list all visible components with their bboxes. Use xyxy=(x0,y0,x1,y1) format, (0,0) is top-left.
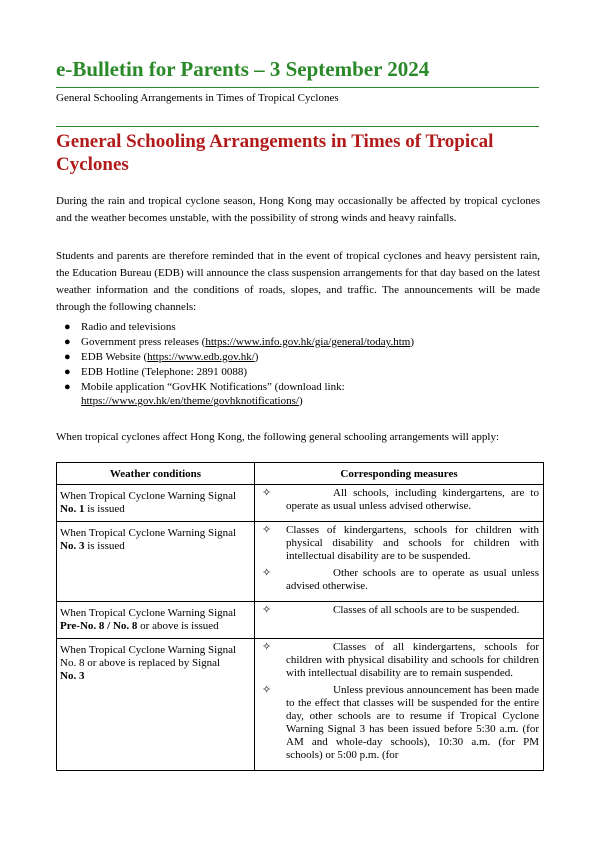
condition-text: When Tropical Cyclone Warning Signal xyxy=(60,490,237,502)
bullet-icon: ● xyxy=(64,351,71,363)
condition-text: When Tropical Cyclone Warning Signal xyxy=(60,527,237,539)
govhk-app-link[interactable]: https://www.gov.hk/en/theme/govhknotifications/ xyxy=(81,395,299,407)
channel-list xyxy=(56,320,540,409)
bullet-icon: ● xyxy=(64,321,71,333)
list-item xyxy=(56,380,540,408)
weather-condition xyxy=(57,602,255,639)
signal-number: No. 1 xyxy=(60,503,85,515)
list-item xyxy=(56,365,540,379)
column-header: Corresponding measures xyxy=(255,463,544,485)
signal-number: Pre-No. 8 / No. 8 xyxy=(60,620,138,632)
intro-paragraph: During the rain and tropical cyclone season, Hong Kong may occasionally be affected by tropical cyclones and the weather becomes unstable, with the possibility of strong winds and heavy rainfalls. xyxy=(56,195,540,224)
measure-text: Classes of kindergartens, schools for children with physical disability and schools for children with intellectual disability are to be suspended. xyxy=(286,524,539,562)
measure-item xyxy=(259,604,539,617)
channel-text: ) xyxy=(298,395,303,407)
edb-website-link[interactable]: https://www.edb.gov.hk/ xyxy=(147,351,255,363)
measure-text: All schools, including kindergartens, are to operate as usual unless advised otherwise. xyxy=(286,487,539,512)
weather-condition xyxy=(57,485,255,522)
diamond-icon: ✧ xyxy=(262,567,272,579)
measure-text: Classes of all kindergartens, schools for children with physical disability and schools for children with intellectual disability are to remain suspended. xyxy=(286,641,539,679)
channel-text: EDB Hotline (Telephone: 2891 0088) xyxy=(81,366,248,378)
header-rule xyxy=(56,87,539,88)
diamond-icon: ✧ xyxy=(262,604,272,616)
article-title: General Schooling Arrangements in Times of Tropical Cyclones xyxy=(56,131,494,175)
condition-text: or above is issued xyxy=(137,620,219,632)
diamond-icon: ✧ xyxy=(262,487,272,499)
measure-item xyxy=(259,567,539,593)
arrangements-table xyxy=(56,462,544,771)
condition-text: is issued xyxy=(84,503,125,515)
diamond-icon: ✧ xyxy=(262,684,272,696)
measure-text: Other schools are to operate as usual unless advised otherwise. xyxy=(286,567,539,592)
diamond-icon: ✧ xyxy=(262,641,272,653)
press-release-link[interactable]: https://www.info.gov.hk/gia/general/today.htm xyxy=(205,336,411,348)
bullet-icon: ● xyxy=(64,336,71,348)
measure-text: Classes of all schools are to be suspended. xyxy=(333,604,520,616)
table-row xyxy=(57,639,544,771)
table-row xyxy=(57,602,544,639)
channel-text: Radio and televisions xyxy=(81,321,176,333)
table-header-row xyxy=(57,463,544,485)
condition-text: When Tropical Cyclone Warning Signal xyxy=(60,607,237,619)
channel-text: ) xyxy=(410,336,414,348)
bullet-icon: ● xyxy=(64,381,71,393)
condition-text: is issued xyxy=(84,540,125,552)
signal-number: No. 3 xyxy=(60,540,85,552)
measure-item xyxy=(259,684,539,762)
bulletin-title: e-Bulletin for Parents – 3 September 2024 xyxy=(56,57,430,81)
measure-item xyxy=(259,487,539,513)
section-rule xyxy=(56,126,539,127)
condition-text: When Tropical Cyclone Warning Signal No. 8 or above is replaced by Signal xyxy=(60,644,237,669)
announcement-paragraph: Students and parents are therefore reminded that in the event of tropical cyclones and heavy persistent rain, the Education Bureau (EDB) will announce the class suspension arrangements for that day based on the latest weather information and the conditions of roads, slopes, and traffic. The announcements will be made through the following channels: xyxy=(56,250,540,313)
measure-item xyxy=(259,524,539,563)
channel-text: Mobile application “GovHK Notifications” (download link: xyxy=(81,381,345,393)
measures-cell xyxy=(255,639,544,771)
table-row xyxy=(57,485,544,522)
list-item xyxy=(56,335,540,349)
arrangements-intro: When tropical cyclones affect Hong Kong, the following general schooling arrangements will apply: xyxy=(56,431,500,443)
measures-cell xyxy=(255,602,544,639)
column-header: Weather conditions xyxy=(57,463,255,485)
weather-condition xyxy=(57,522,255,602)
measures-cell xyxy=(255,522,544,602)
list-item xyxy=(56,320,540,334)
channel-text: Government press releases ( xyxy=(81,336,206,348)
measure-item xyxy=(259,641,539,680)
channel-text: EDB Website ( xyxy=(81,351,148,363)
diamond-icon: ✧ xyxy=(262,524,272,536)
measure-text: Unless previous announcement has been made to the effect that classes will be suspended for the entire day, other schools are to resume if Tropical Cyclone Warning Signal 3 has been issued before 5:30 a.m. (for AM and whole-day schools), 10:30 a.m. (for PM schools) or 5:00 p.m. (for xyxy=(286,684,539,761)
table-row xyxy=(57,522,544,602)
running-head: General Schooling Arrangements in Times of Tropical Cyclones xyxy=(56,92,339,104)
list-item xyxy=(56,350,540,364)
weather-condition xyxy=(57,639,255,771)
measures-cell xyxy=(255,485,544,522)
channel-text: ) xyxy=(254,351,259,363)
signal-number: No. 3 xyxy=(60,670,85,682)
bullet-icon: ● xyxy=(64,366,71,378)
